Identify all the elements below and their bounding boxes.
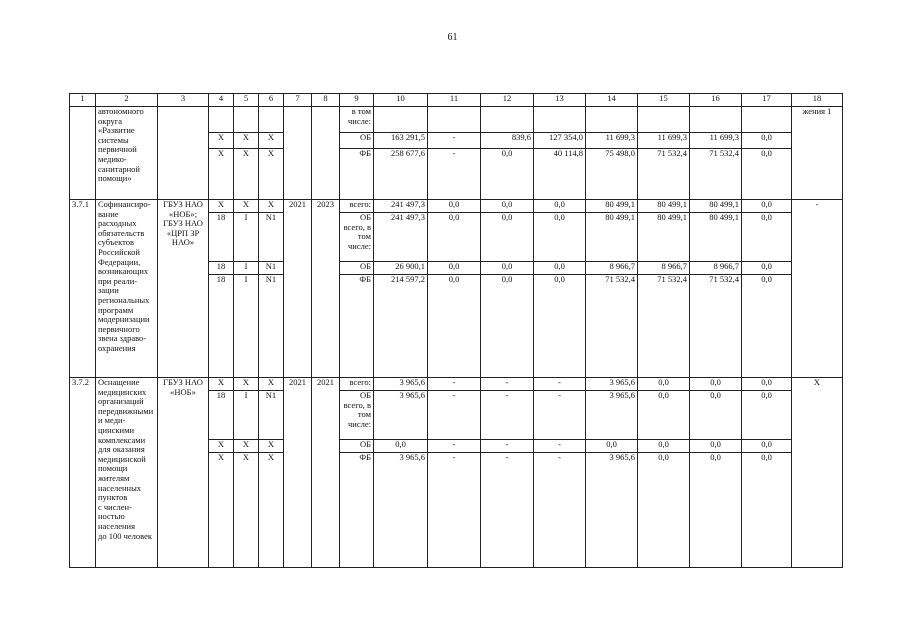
cell-text-line: возникающих (98, 266, 149, 277)
program-table (69, 93, 843, 568)
table-cell: - (428, 133, 481, 149)
cell-text-line: «Развитие (98, 125, 135, 136)
table-cell: - (428, 440, 481, 453)
table-cell: 0,0 (534, 275, 586, 378)
item-col18: X (792, 378, 843, 568)
table-cell: 0,0 (481, 262, 534, 275)
table-cell: 75 498,0 (586, 149, 638, 200)
table-cell (259, 107, 284, 133)
col-header: 12 (481, 94, 534, 107)
table-cell: X (209, 133, 234, 149)
table-cell: 11 699,3 (690, 133, 742, 149)
table-cell: I (234, 391, 259, 440)
table-cell: 71 532,4 (586, 275, 638, 378)
table-cell: 3 965,6 (586, 453, 638, 568)
table-cell: 80 499,1 (638, 200, 690, 213)
table-cell: 18 (209, 262, 234, 275)
cell-text-line: субъектов (98, 237, 134, 248)
cell-text-line: звена здраво- (98, 333, 147, 344)
table-cell: 0,0 (742, 391, 792, 440)
table-cell: N1 (259, 275, 284, 378)
col-header: 1 (70, 94, 96, 107)
table-cell: 0,0 (481, 149, 534, 200)
cell-text-line: зации (98, 285, 119, 296)
table-cell: 0,0 (428, 262, 481, 275)
table-cell: 80 499,1 (690, 200, 742, 213)
cell-text-line: ГБУЗ НАО (163, 199, 203, 209)
table-cell: X (234, 133, 259, 149)
cell-text-line: медицинских (98, 386, 147, 397)
table-cell: 241 497,3 (374, 213, 428, 262)
table-cell: X (209, 149, 234, 200)
cell-text-line: Федерации, (98, 256, 141, 267)
header-row (70, 94, 843, 107)
col-header: 17 (742, 94, 792, 107)
table-cell: 214 597,2 (374, 275, 428, 378)
item-name (96, 200, 158, 378)
table-cell: X (234, 378, 259, 391)
table-cell: 80 499,1 (586, 200, 638, 213)
table-cell: 40 114,8 (534, 149, 586, 200)
item-executor (158, 200, 209, 378)
cell-text-line: помощи (98, 463, 128, 474)
cell-text-line: комплексами (98, 434, 146, 445)
table-cell: X (209, 453, 234, 568)
table-cell: 0,0 (534, 213, 586, 262)
cell-text-line: санитарной (98, 163, 140, 174)
item-col18: - (792, 200, 843, 378)
cell-text-line: организаций (98, 396, 144, 407)
table-cell: X (209, 378, 234, 391)
col-header: 3 (158, 94, 209, 107)
table-cell: 0,0 (481, 275, 534, 378)
year-end: 2021 (312, 378, 340, 568)
table-cell (638, 107, 690, 133)
table-cell: 0,0 (638, 378, 690, 391)
cell-text-line: населенных (98, 482, 142, 493)
cell-text-line: пунктов (98, 492, 128, 503)
col-header: 15 (638, 94, 690, 107)
ob-total-label: ОБ всего, в том числе: (340, 213, 374, 262)
cell-text-line: Оснащение (98, 377, 140, 387)
table-cell: - (481, 378, 534, 391)
table-cell: 18 (209, 391, 234, 440)
table-cell: 71 532,4 (690, 275, 742, 378)
table-row (70, 378, 843, 391)
cell-text-line: автономного (98, 106, 144, 116)
table-cell: 0,0 (481, 200, 534, 213)
table-cell: 0,0 (534, 200, 586, 213)
cell-text-line: передвижными (98, 405, 154, 416)
table-cell: 241 497,3 (374, 200, 428, 213)
table-cell: 0,0 (690, 378, 742, 391)
table-cell: I (234, 262, 259, 275)
cell-text-line: жителям (98, 472, 130, 483)
cell-text-line: «НОБ»; (168, 208, 198, 219)
table-cell: X (234, 453, 259, 568)
table-cell: 3 965,6 (374, 378, 428, 391)
cell-text-line: медицинской (98, 453, 146, 464)
cell-text-line: до 100 человек (98, 530, 152, 541)
table-cell: 11 699,3 (586, 133, 638, 149)
source-label: ОБ (340, 440, 374, 453)
table-cell: 0,0 (638, 440, 690, 453)
item-code: 3.7.2 (70, 378, 96, 568)
col-header: 6 (259, 94, 284, 107)
table-cell: 11 699,3 (638, 133, 690, 149)
cell-text-line: и меди- (98, 415, 126, 426)
cell-text-line: ГБУЗ НАО (163, 218, 203, 229)
table-cell: 80 499,1 (638, 213, 690, 262)
cell-text-line: системы (98, 134, 129, 145)
table-cell: 0,0 (481, 213, 534, 262)
table-cell (428, 107, 481, 133)
table-cell: 127 354,0 (534, 133, 586, 149)
col-header: 5 (234, 94, 259, 107)
table-cell: 18 (209, 275, 234, 378)
cell-text-line: обязательств (98, 227, 145, 238)
table-cell: - (428, 391, 481, 440)
table-cell (312, 107, 340, 200)
source-label: ФБ (340, 275, 374, 378)
cell-text-line: населения (98, 520, 135, 531)
col-header: 18 (792, 94, 843, 107)
table-cell: 8 966,7 (638, 262, 690, 275)
cell-text-line: вание (98, 208, 119, 219)
table-cell: - (534, 440, 586, 453)
table-cell: X (234, 149, 259, 200)
table-cell (690, 107, 742, 133)
cell-code (70, 107, 96, 200)
cell-text-line: расходных (98, 218, 137, 229)
item-code: 3.7.1 (70, 200, 96, 378)
cell-text-line: программ (98, 304, 134, 315)
table-cell: X (209, 200, 234, 213)
table-cell: 8 966,7 (586, 262, 638, 275)
table-cell: X (259, 440, 284, 453)
table-cell (234, 107, 259, 133)
table-cell: X (234, 440, 259, 453)
col-header: 4 (209, 94, 234, 107)
table-cell (586, 107, 638, 133)
table-cell: 163 291,5 (374, 133, 428, 149)
table-cell (284, 107, 312, 200)
table-cell: 0,0 (742, 275, 792, 378)
table-row (70, 200, 843, 213)
col-header: 14 (586, 94, 638, 107)
item-executor (158, 378, 209, 568)
table-cell: 8 966,7 (690, 262, 742, 275)
cell-text-line: цинскими (98, 424, 135, 435)
cell-text-line: медико- (98, 153, 127, 164)
table-cell: - (428, 149, 481, 200)
table-cell: 80 499,1 (690, 213, 742, 262)
page-number: 61 (447, 32, 458, 43)
cont-subheading: в том числе: (340, 107, 374, 133)
table-cell: - (534, 391, 586, 440)
table-cell: 0,0 (690, 391, 742, 440)
table-cell: X (234, 200, 259, 213)
table-cell: 0,0 (586, 440, 638, 453)
table-cell: 0,0 (690, 440, 742, 453)
table-cell (209, 107, 234, 133)
source-label: ОБ (340, 133, 374, 149)
table-cell: 0,0 (742, 378, 792, 391)
cell-text-line: первичного (98, 323, 140, 334)
table-cell: - (534, 378, 586, 391)
table-cell: I (234, 275, 259, 378)
table-cell: 3 965,6 (374, 391, 428, 440)
table-cell: 0,0 (534, 262, 586, 275)
table-cell: 0,0 (742, 213, 792, 262)
table-cell: 0,0 (428, 275, 481, 378)
table-cell: X (259, 200, 284, 213)
total-label: всего: (340, 378, 374, 391)
cell-text-line: «ЦРП ЗР (166, 227, 200, 238)
table-cell: 80 499,1 (586, 213, 638, 262)
table-cell: N1 (259, 213, 284, 262)
table-cell: N1 (259, 262, 284, 275)
table-cell: 3 965,6 (586, 378, 638, 391)
year-start: 2021 (284, 200, 312, 378)
cell-text-line: первичной (98, 144, 137, 155)
item-name (96, 378, 158, 568)
table-cell (374, 107, 428, 133)
cell-text-line: модернизации (98, 314, 150, 325)
table-cell: X (259, 453, 284, 568)
table-cell: 0,0 (742, 262, 792, 275)
col-header: 9 (340, 94, 374, 107)
table-cell: - (481, 391, 534, 440)
table-cell: 0,0 (374, 440, 428, 453)
cell-text-line: ГБУЗ НАО (163, 377, 203, 387)
cell-text-line: Софинансиро- (98, 199, 151, 209)
col-header: 16 (690, 94, 742, 107)
col-header: 13 (534, 94, 586, 107)
table-row (70, 107, 843, 133)
table-cell: 3 965,6 (374, 453, 428, 568)
source-label: ФБ (340, 149, 374, 200)
table-cell (481, 107, 534, 133)
table-cell: 0,0 (742, 200, 792, 213)
table-cell: - (534, 453, 586, 568)
cell-text-line: помощи» (98, 173, 132, 184)
table-cell: I (234, 213, 259, 262)
table-cell: 258 677,6 (374, 149, 428, 200)
table-cell: X (259, 378, 284, 391)
table-cell: 0,0 (742, 133, 792, 149)
table-cell: - (428, 453, 481, 568)
cell-text-line: региональных (98, 294, 150, 305)
cell-text-line: с числен- (98, 501, 132, 512)
cont-col18: жения 1 (792, 107, 843, 200)
cell-text-line: Российской (98, 246, 140, 257)
table-cell: 0,0 (742, 149, 792, 200)
source-label: ОБ (340, 262, 374, 275)
table-cell: N1 (259, 391, 284, 440)
table-cell: 71 532,4 (638, 275, 690, 378)
table-cell: 0,0 (638, 453, 690, 568)
table-cell: - (428, 378, 481, 391)
cell-text-line: «НОБ» (170, 386, 196, 397)
col-header: 10 (374, 94, 428, 107)
total-label: всего: (340, 200, 374, 213)
table-cell: 71 532,4 (690, 149, 742, 200)
table-cell: 18 (209, 213, 234, 262)
cell-text-line: для оказания (98, 444, 145, 455)
col-header: 8 (312, 94, 340, 107)
col-header: 7 (284, 94, 312, 107)
table-cell: 0,0 (638, 391, 690, 440)
col-header: 2 (96, 94, 158, 107)
source-label: ФБ (340, 453, 374, 568)
table-cell: 0,0 (742, 440, 792, 453)
table-cell: 71 532,4 (638, 149, 690, 200)
table-cell: 26 900,1 (374, 262, 428, 275)
cell-text-line: НАО» (171, 237, 195, 248)
table-cell: 0,0 (428, 200, 481, 213)
table-cell: 0,0 (428, 213, 481, 262)
year-start: 2021 (284, 378, 312, 568)
cell-text-line: ностью (98, 511, 125, 522)
table-cell: - (481, 440, 534, 453)
table-cell: X (209, 440, 234, 453)
table-cell (534, 107, 586, 133)
ob-total-label: ОБ всего, в том числе: (340, 391, 374, 440)
table-cell: 0,0 (742, 453, 792, 568)
cont-name (96, 107, 158, 200)
year-end: 2023 (312, 200, 340, 378)
table-cell: - (481, 453, 534, 568)
table-cell: 839,6 (481, 133, 534, 149)
cell-text-line: при реали- (98, 275, 138, 286)
table-cell: 0,0 (690, 453, 742, 568)
table-cell: 3 965,6 (586, 391, 638, 440)
table-cell: X (259, 149, 284, 200)
col-header: 11 (428, 94, 481, 107)
cell-text-line: округа (98, 115, 123, 126)
table-cell (742, 107, 792, 133)
cell-executor (158, 107, 209, 200)
cell-text-line: охранения (98, 342, 136, 353)
table-cell: X (259, 133, 284, 149)
